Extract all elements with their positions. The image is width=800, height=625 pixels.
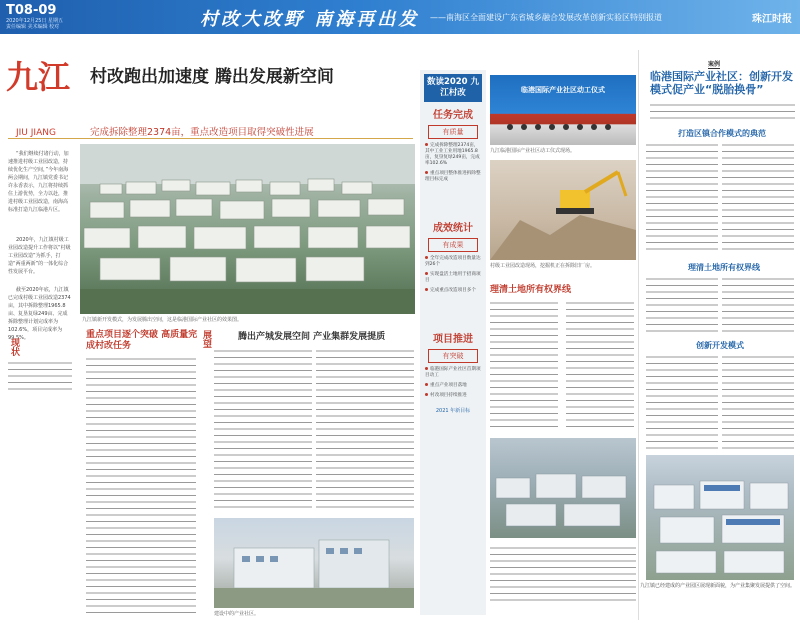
task-value: 有质量 <box>428 125 478 139</box>
section-side-label: 现状 <box>9 338 19 356</box>
case-subheading-2: 理清土地所有权界线 <box>688 263 760 272</box>
intro-body-continued <box>8 360 72 390</box>
list-item: 全年完成改造项目数量达到26个 <box>425 256 481 267</box>
bullet-icon <box>425 143 428 146</box>
ceremony-photo <box>490 75 636 145</box>
push-value: 有突破 <box>428 349 478 363</box>
main-photo-caption: 九江镇新开发模式，为发展腾出空间，这是临港国际产业社区的效果图。 <box>82 317 243 323</box>
aerial-park-caption: 九江镇已经建成的产业园区展现新面貌，为产业集聚发展提供了空间。 <box>640 583 796 589</box>
page-number: T08-09 <box>6 3 57 18</box>
bullet-icon <box>425 288 428 291</box>
list-item: 村改项目持续推进 <box>425 393 481 399</box>
case-tag: 案例 <box>708 61 721 68</box>
push-label: 项目推进 <box>433 334 473 345</box>
list-item: 重点项目整体推进拆除整理目标完成 <box>425 171 481 182</box>
bullet-icon <box>425 367 428 370</box>
bullet-icon <box>425 256 428 259</box>
stats-sidebar <box>420 70 486 615</box>
ceremony-banner-text: 临港国际产业社区动工仪式 <box>521 86 605 94</box>
case-subheading-1: 打造区镇合作模式的典范 <box>678 129 766 138</box>
section2-body-b <box>316 348 414 513</box>
sidebar-footer: 2021 年新目标 <box>435 408 471 414</box>
case-subheading-3: 创新开发模式 <box>696 341 744 350</box>
section-side-label2: 展望 <box>201 330 211 348</box>
aerial-factory-illustration <box>80 144 415 314</box>
case-body-3b <box>722 354 794 449</box>
place-name: 九江 <box>6 58 71 96</box>
sidebar-heading: 数读2020 九江村改 <box>424 74 482 102</box>
article-subheadline: 完成拆除整理2374亩，重点改造项目取得突破性进展 <box>90 127 314 138</box>
section1-body <box>86 356 196 616</box>
masthead-logo: 珠江时报 <box>752 14 792 25</box>
result-label: 成效统计 <box>433 223 473 234</box>
list-item: 重点产业项目落地 <box>425 383 481 389</box>
list-item: 完成拆除整理2374亩，其中工业工业用地1965.8亩，复垦复绿249亩，完成率102.6% <box>425 143 480 166</box>
divider <box>8 138 413 139</box>
column-divider <box>638 50 639 620</box>
demolition-photo <box>490 160 636 260</box>
section1-heading: 重点项目逐个突破 高质量完成村改任务 <box>86 330 198 351</box>
crowd-illustration <box>490 75 636 145</box>
center-body-c <box>490 545 636 605</box>
case-lead <box>650 102 795 122</box>
header-slogan: 村改大改野 南海再出发 <box>200 9 420 30</box>
excavator-illustration <box>490 160 636 260</box>
header-subtitle: ——南海区全面建设广东省城乡融合发展改革创新实验区特别报道 <box>430 13 662 22</box>
case-body-1a <box>646 142 718 252</box>
bullet-icon <box>425 383 428 386</box>
center-body-b <box>566 300 634 430</box>
bullet-icon <box>425 393 428 396</box>
article-headline: 村改跑出加速度 腾出发展新空间 <box>90 67 334 87</box>
factory-photo <box>214 518 414 608</box>
aerial-photo <box>80 144 415 314</box>
center-body-a <box>490 300 558 430</box>
section-heading-center: 理清土地所有权界线 <box>490 285 572 295</box>
bullet-icon <box>425 171 428 174</box>
task-label: 任务完成 <box>433 110 473 121</box>
ceremony-caption: 九江临港国际产业社区动工仪式现场。 <box>490 148 576 154</box>
factory-illustration <box>214 518 414 608</box>
intro-column: “我们继续付诸行动，加速推进村级工业园改造，持续优化生产空间，”今年南海两会期间，九江镇党委书记许永香表示，九江将持续抓住上游优势，全力以赴，推进村级工业园改造，南海高标准打造九江临港片区。 2020年，九江镇村级工业园改造提升工作将以“村级工业园改造”为抓手，打造“两重两新”的一体化综合性发展平台。 截至2020年底，九江镇已完成村级工业园改造2374亩，其中拆除整理1965.8亩、复垦复绿249亩、完成拆除整理计划完成率为102.6%，项目完成率为99.5%。 <box>8 151 71 341</box>
case-body-1b <box>722 142 794 252</box>
demolition-caption: 村级工业园改造现场，挖掘机正在拆除旧厂房。 <box>490 263 596 269</box>
list-item: 实现盘活土地用于招商项目 <box>425 272 481 283</box>
case-title: 临港国际产业社区：创新开发模式促产业“脱胎换骨” <box>650 70 793 96</box>
case-body-2a <box>646 276 718 336</box>
aerial-park-illustration <box>646 455 794 580</box>
list-item: 完成重点改造项目多个 <box>425 288 481 294</box>
header-band <box>0 0 800 34</box>
list-item: 临港国际产业社区首期项目动工 <box>425 367 481 378</box>
bullet-icon <box>425 272 428 275</box>
section2-body-a <box>214 348 312 513</box>
case-body-2b <box>722 276 794 336</box>
date-line: 2020年12月25日 星期五 责任编辑 美术编辑 校对 <box>6 18 64 30</box>
case-body-3a <box>646 354 718 449</box>
place-pinyin: JIU JIANG <box>16 128 56 138</box>
factory-photo-caption: 建设中的产业社区。 <box>214 611 260 617</box>
park-illustration <box>490 438 636 538</box>
aerial-park-photo <box>646 455 794 580</box>
industrial-park-photo <box>490 438 636 538</box>
section2-heading: 腾出产城发展空间 产业集群发展提质 <box>238 332 386 342</box>
result-value: 有成果 <box>428 238 478 252</box>
